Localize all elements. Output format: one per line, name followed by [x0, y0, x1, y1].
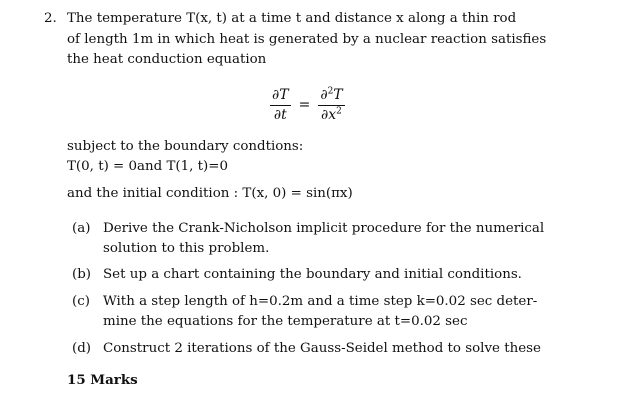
rhs-num-var: T — [333, 86, 343, 103]
part-d-line-1: Construct 2 iterations of the Gauss-Seidel method to solve these — [103, 341, 541, 356]
part-c-line-1: With a step length of h=0.2m and a time step k=0.02 sec deter- — [103, 294, 538, 309]
rhs-num-partial: ∂ — [320, 86, 328, 103]
part-a-line-1: Derive the Crank-Nicholson implicit procedure for the numerical — [103, 221, 545, 236]
part-a-line-2: solution to this problem. — [103, 241, 270, 256]
boundary-intro: subject to the boundary condtions: — [67, 139, 304, 154]
intro-line-2: of length 1m in which heat is generated by a nuclear reaction satisfies — [67, 32, 547, 47]
lhs-denominator: ∂t — [273, 106, 287, 123]
part-c-label: (c) — [72, 294, 90, 309]
part-a-label: (a) — [72, 221, 91, 236]
equals-sign: = — [298, 97, 311, 113]
lhs-fraction — [270, 87, 291, 124]
heat-equation — [270, 82, 345, 128]
intro-line-3: the heat conduction equation — [67, 52, 267, 67]
rhs-num-exponent: 2 — [327, 85, 334, 96]
intro-line-1: The temperature T(x, t) at a time t and distance x along a thin rod — [67, 11, 517, 26]
question-number: 2. — [44, 11, 57, 26]
lhs-numerator: ∂T — [272, 86, 289, 103]
rhs-den-exponent: 2 — [336, 105, 342, 116]
part-b-label: (b) — [72, 267, 92, 282]
rhs-fraction — [318, 87, 344, 124]
boundary-condition: T(0, t) = 0and T(1, t)=0 — [67, 159, 229, 174]
part-d-label: (d) — [72, 341, 92, 356]
rhs-den-var: ∂x — [321, 106, 337, 123]
marks-label: 15 Marks — [67, 372, 138, 388]
initial-condition: and the initial condition : T(x, 0) = sin(πx) — [67, 186, 353, 201]
part-b-line-1: Set up a chart containing the boundary and initial conditions. — [103, 267, 522, 282]
part-c-line-2: mine the equations for the temperature at t=0.02 sec — [103, 314, 468, 329]
